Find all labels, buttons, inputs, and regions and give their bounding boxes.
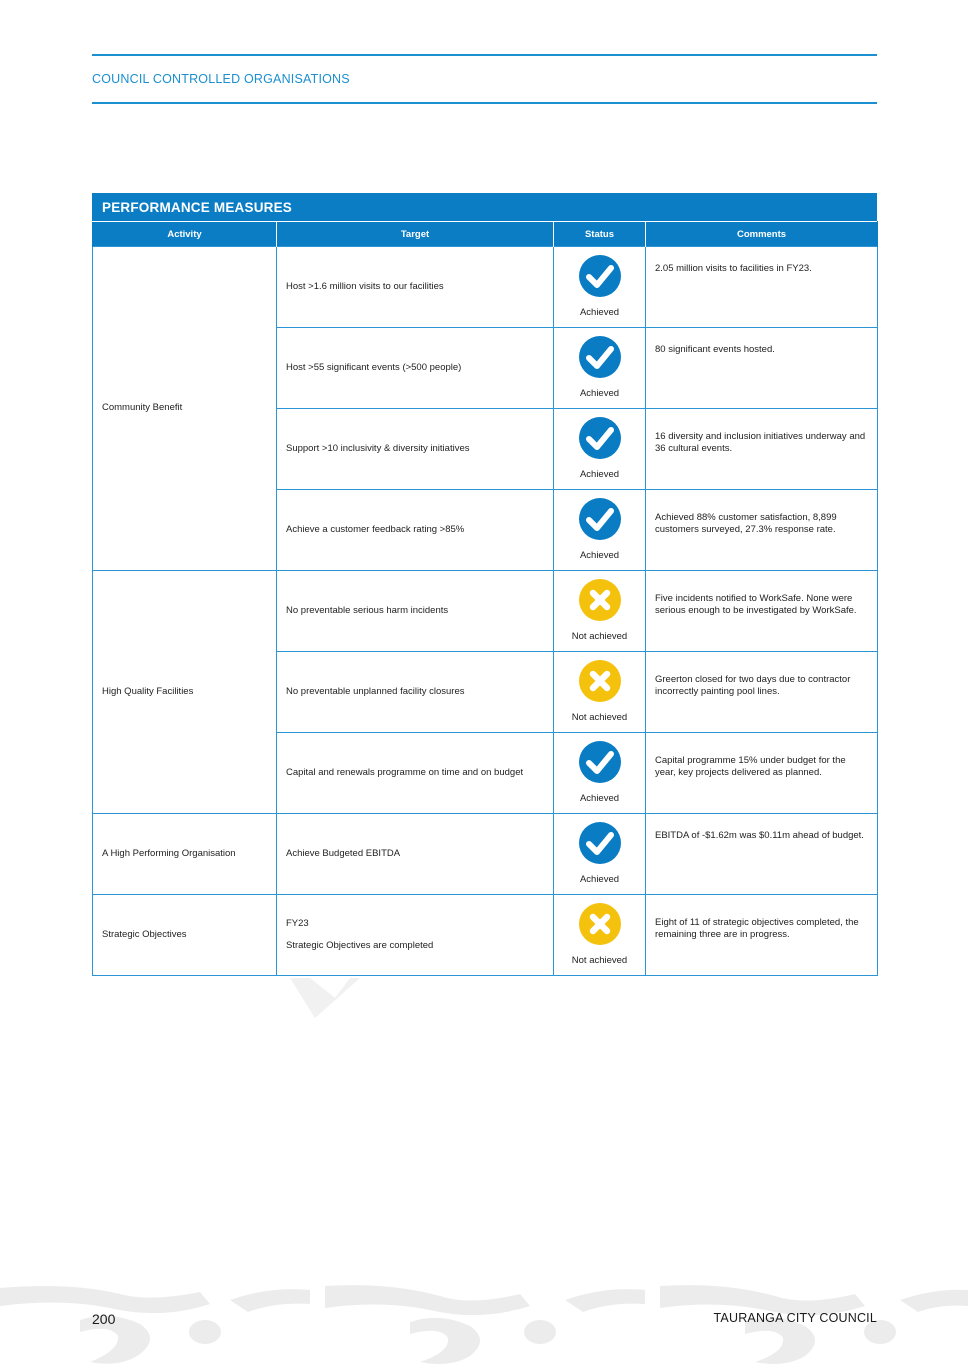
comment-cell [646, 409, 878, 490]
target-cell [277, 895, 554, 976]
table-row [93, 247, 878, 328]
cross-circle-icon [578, 578, 622, 622]
target-cell [277, 409, 554, 490]
status-label: Achieved [579, 550, 620, 561]
check-circle-icon [578, 335, 622, 379]
table-header-row [93, 222, 878, 247]
comment-text: 2.05 million visits to facilities in FY23. [655, 263, 812, 274]
status-label: Achieved [579, 388, 620, 399]
check-circle-icon [578, 497, 622, 541]
target-cell [277, 247, 554, 328]
header-bottom-rule [92, 102, 877, 104]
status-label: Not achieved [571, 712, 628, 723]
table-title: PERFORMANCE MEASURES [92, 193, 877, 221]
column-header-comments: Comments [646, 222, 878, 247]
status-indicator [554, 328, 645, 400]
target-text: Achieve a customer feedback rating >85% [286, 523, 465, 535]
footer-organisation: TAURANGA CITY COUNCIL [713, 1311, 877, 1325]
column-header-status: Status [554, 222, 646, 247]
check-circle-icon [578, 821, 622, 865]
comment-text: Five incidents notified to WorkSafe. None were serious enough to be investigated by WorkSafe. [655, 593, 857, 617]
comment-cell [646, 571, 878, 652]
target-text: Capital and renewals programme on time and on budget [286, 766, 524, 778]
comment-text: Achieved 88% customer satisfaction, 8,899 customers surveyed, 27.3% response rate. [655, 512, 837, 536]
comment-cell [646, 733, 878, 814]
status-cell [554, 895, 646, 976]
status-indicator [554, 490, 645, 562]
measures-grid [92, 221, 878, 976]
target-cell [277, 490, 554, 571]
target-year: FY23 [286, 917, 309, 929]
status-indicator [554, 247, 645, 319]
target-text: No preventable serious harm incidents [286, 604, 449, 616]
status-cell [554, 814, 646, 895]
header-top-rule [92, 54, 877, 56]
column-header-activity: Activity [93, 222, 277, 247]
status-cell [554, 652, 646, 733]
target-cell [277, 328, 554, 409]
status-label: Achieved [579, 307, 620, 318]
target-text: No preventable unplanned facility closures [286, 685, 465, 697]
target-text: Achieve Budgeted EBITDA [286, 847, 401, 859]
status-indicator [554, 814, 645, 886]
comment-cell [646, 652, 878, 733]
column-header-target: Target [277, 222, 554, 247]
comment-cell [646, 895, 878, 976]
comment-cell [646, 814, 878, 895]
target-cell [277, 652, 554, 733]
status-cell [554, 328, 646, 409]
comment-cell [646, 328, 878, 409]
comment-text: 80 significant events hosted. [655, 344, 775, 355]
activity-cell: Strategic Objectives [93, 895, 277, 976]
status-cell [554, 571, 646, 652]
target-cell [277, 814, 554, 895]
status-label: Not achieved [571, 955, 628, 966]
target-text: Host >55 significant events (>500 people) [286, 361, 462, 373]
activity-cell: High Quality Facilities [93, 571, 277, 814]
activity-cell: Community Benefit [93, 247, 277, 571]
status-cell [554, 490, 646, 571]
activity-cell: A High Performing Organisation [93, 814, 277, 895]
check-circle-icon [578, 740, 622, 784]
status-label: Achieved [579, 874, 620, 885]
target-text: Support >10 inclusivity & diversity initiatives [286, 442, 470, 454]
status-label: Achieved [579, 793, 620, 804]
status-cell [554, 733, 646, 814]
comment-text: Eight of 11 of strategic objectives completed, the remaining three are in progress. [655, 917, 859, 941]
page-number: 200 [92, 1311, 116, 1327]
status-indicator [554, 895, 645, 967]
target-text: Strategic Objectives are completed [286, 940, 434, 951]
target-cell [277, 571, 554, 652]
comment-text: Capital programme 15% under budget for the year, key projects delivered as planned. [655, 755, 846, 779]
table-row [93, 571, 878, 652]
comment-text: EBITDA of -$1.62m was $0.11m ahead of budget. [655, 830, 864, 841]
status-indicator [554, 652, 645, 724]
status-indicator [554, 733, 645, 805]
status-label: Not achieved [571, 631, 628, 642]
check-circle-icon [578, 254, 622, 298]
comment-cell [646, 247, 878, 328]
cross-circle-icon [578, 659, 622, 703]
target-text: Host >1.6 million visits to our facilities [286, 280, 444, 292]
comment-text: 16 diversity and inclusion initiatives underway and 36 cultural events. [655, 431, 866, 455]
status-cell [554, 247, 646, 328]
target-cell [277, 733, 554, 814]
comment-text: Greerton closed for two days due to contractor incorrectly painting pool lines. [655, 674, 851, 698]
status-label: Achieved [579, 469, 620, 480]
status-indicator [554, 409, 645, 481]
comment-cell [646, 490, 878, 571]
performance-measures-table [92, 193, 877, 976]
status-cell [554, 409, 646, 490]
table-row [93, 895, 878, 976]
section-header: COUNCIL CONTROLLED ORGANISATIONS [92, 72, 350, 86]
cross-circle-icon [578, 902, 622, 946]
status-indicator [554, 571, 645, 643]
table-row [93, 814, 878, 895]
check-circle-icon [578, 416, 622, 460]
